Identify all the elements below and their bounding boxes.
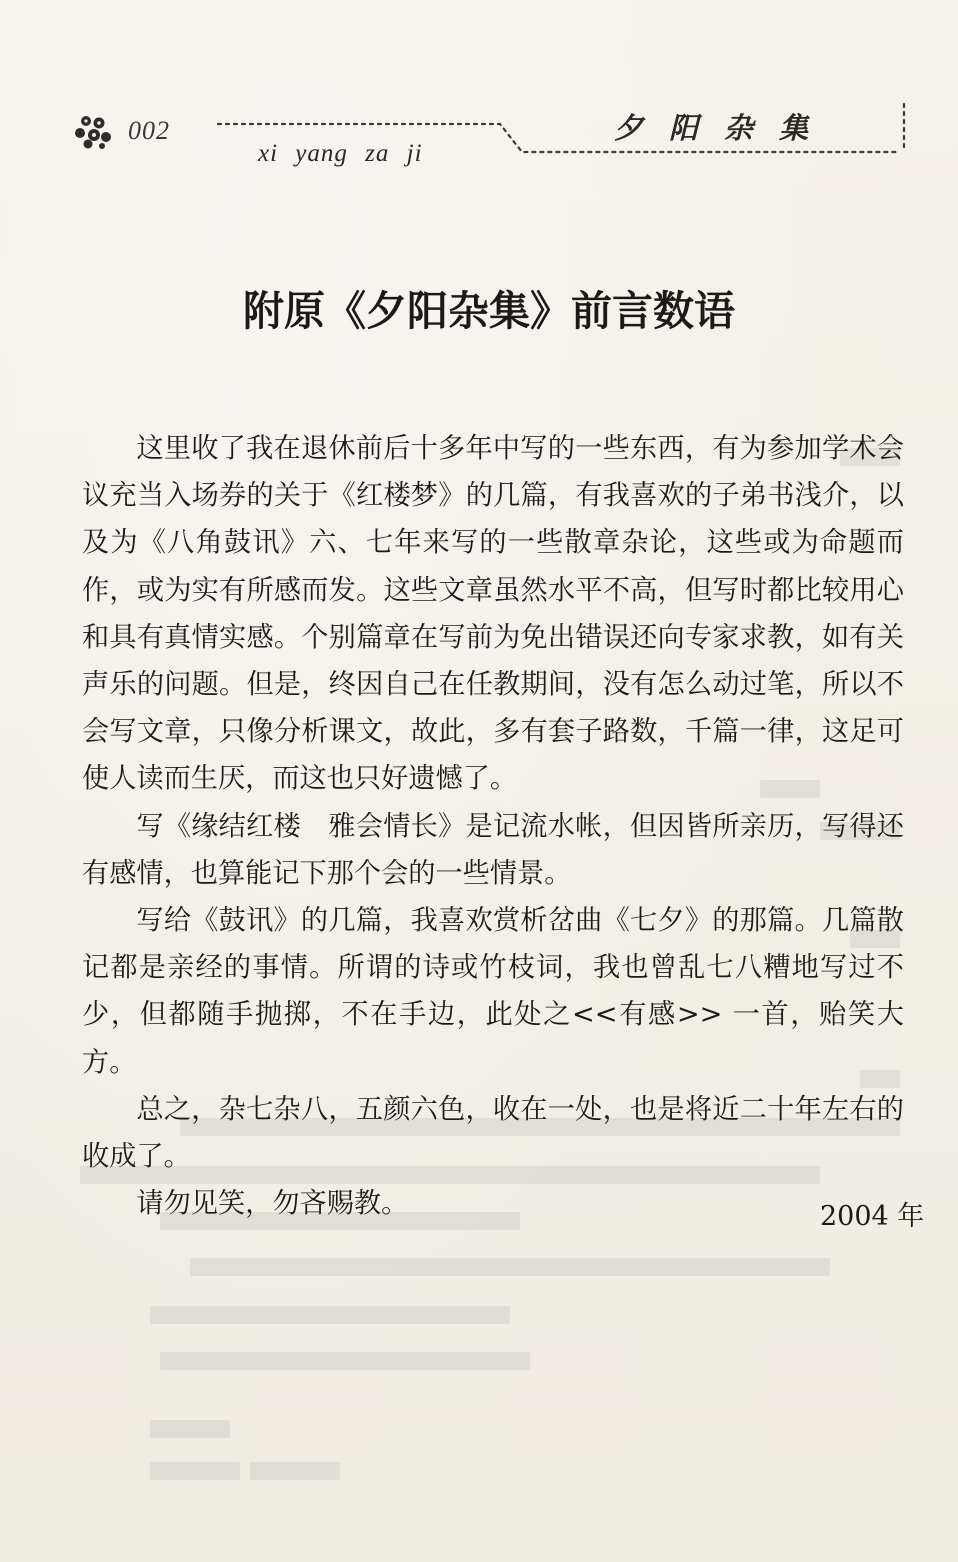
pinyin-running-head: xi yang za ji <box>258 140 423 167</box>
dotted-header-rule <box>0 0 958 180</box>
article-body <box>82 425 904 1227</box>
paragraph: 总之，杂七杂八，五颜六色，收在一处，也是将近二十年左右的收成了。 <box>82 1093 904 1173</box>
date-signoff: 2004 年 <box>820 1201 925 1232</box>
paragraph: 这里收了我在退休前后十多年中写的一些东西，有为参加学术会议充当入场券的关于《红楼梦》的几篇，有我喜欢的子弟书浅介，以及为《八角鼓讯》六、七年来写的一些散章杂论，这些或为命题而作，或为实有所感而发。这些文章虽然水平不高，但写时都比较用心和具有真情实感。个别篇章在写前为免出错误还向专家求教，如有关声乐的问题。但是，终因自己在任教期间，没有怎么动过笔，所以不会写文章，只像分析课文，故此，多有套子路数，千篇一律，这足可使人读而生厌，而这也只好遗憾了。 <box>82 433 904 795</box>
page-number: 002 <box>128 116 170 145</box>
paragraph: 写《缘结红楼 雅会情长》是记流水帐，但因皆所亲历，写得还有感情，也算能记下那个会的一些情景。 <box>82 810 904 889</box>
article-title: 附原《夕阳杂集》前言数语 <box>243 287 735 335</box>
page-header <box>0 0 958 180</box>
paragraph: 请勿见笑，勿吝赐教。 <box>136 1188 409 1220</box>
running-title: 夕阳杂集 <box>614 111 835 145</box>
paragraph: 写给《鼓讯》的几篇，我喜欢赏析岔曲《七夕》的那篇。几篇散记都是亲经的事情。所谓的诗或竹枝词，我也曾乱七八糟地写过不少，但都随手抛掷，不在手边，此处之<<有感>> 一首，贻笑大方。 <box>82 905 904 1078</box>
